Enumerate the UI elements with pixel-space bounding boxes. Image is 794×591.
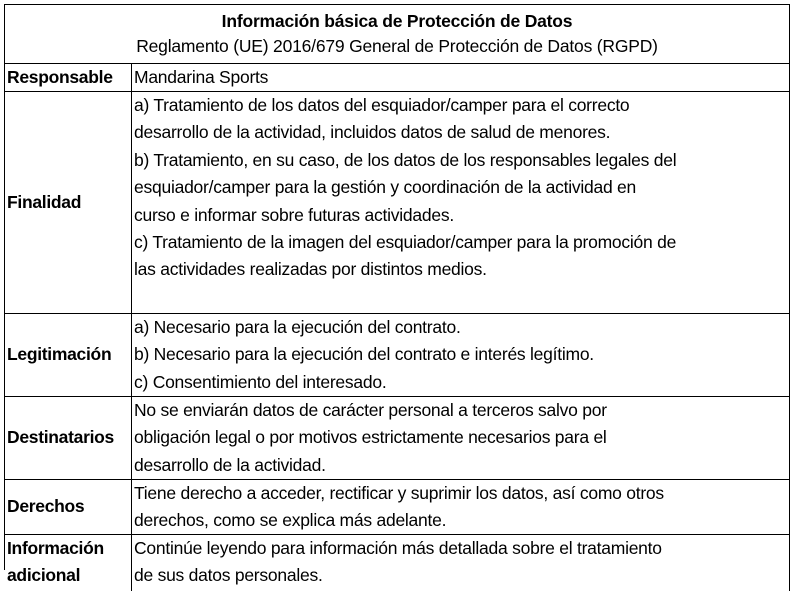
row-label-finalidad: Finalidad [5, 92, 132, 314]
value-line: desarrollo de la actividad. [134, 454, 326, 475]
row-value-destinatarios [132, 397, 790, 480]
row-label-responsable: Responsable [5, 64, 132, 92]
value-line: c) Tratamiento de la imagen del esquiador/camper para la promoción de [134, 232, 677, 253]
row-value-responsable [132, 64, 790, 92]
row-label-destinatarios: Destinatarios [5, 397, 132, 480]
table-row-finalidad [5, 92, 790, 314]
table-row-derechos [5, 480, 790, 535]
row-value-derechos [132, 480, 790, 535]
row-label-derechos: Derechos [5, 480, 132, 535]
value-line: curso e informar sobre futuras actividades. [134, 204, 454, 225]
row-label-informacion-adicional [5, 535, 132, 591]
table-subtitle: Reglamento (UE) 2016/679 General de Protección de Datos (RGPD) [136, 36, 658, 56]
table-title: Información básica de Protección de Datos [221, 11, 573, 31]
table-row-destinatarios [5, 397, 790, 480]
row-label-legitimacion: Legitimación [5, 314, 132, 397]
value-line: derechos, como se explica más adelante. [134, 510, 447, 531]
label-line: Información [7, 538, 104, 558]
value-line: desarrollo de la actividad, incluidos datos de salud de menores. [134, 122, 611, 143]
row-value-informacion-adicional [132, 535, 790, 591]
value-line: de sus datos personales. [134, 565, 323, 586]
value-line: b) Tratamiento, en su caso, de los datos de los responsables legales del [134, 149, 677, 170]
label-line: adicional [7, 565, 81, 585]
value-line: Continúe leyendo para información más detallada sobre el tratamiento [134, 538, 662, 558]
table-row-informacion-adicional [5, 535, 790, 591]
value-line: las actividades realizadas por distintos medios. [134, 259, 487, 280]
value-line: a) Necesario para la ejecución del contrato. [134, 317, 461, 337]
row-value-finalidad [132, 92, 790, 314]
table-header [5, 5, 790, 64]
value-line: a) Tratamiento de los datos del esquiador/camper para el correcto [134, 95, 630, 115]
value-line: c) Consentimiento del interesado. [134, 371, 387, 392]
value-line: esquiador/camper para la gestión y coordinación de la actividad en [134, 177, 637, 198]
row-value-legitimacion [132, 314, 790, 397]
value-line: b) Necesario para la ejecución del contrato e interés legítimo. [134, 344, 594, 365]
table-row-legitimacion [5, 314, 790, 397]
value-line: Tiene derecho a acceder, rectificar y suprimir los datos, así como otros [134, 483, 664, 503]
value-line: obligación legal o por motivos estrictamente necesarios para el [134, 427, 607, 448]
data-protection-table [4, 4, 790, 586]
value-line: Mandarina Sports [134, 67, 269, 87]
table-row-responsable [5, 64, 790, 92]
value-line: No se enviarán datos de carácter personal a terceros salvo por [134, 400, 607, 420]
